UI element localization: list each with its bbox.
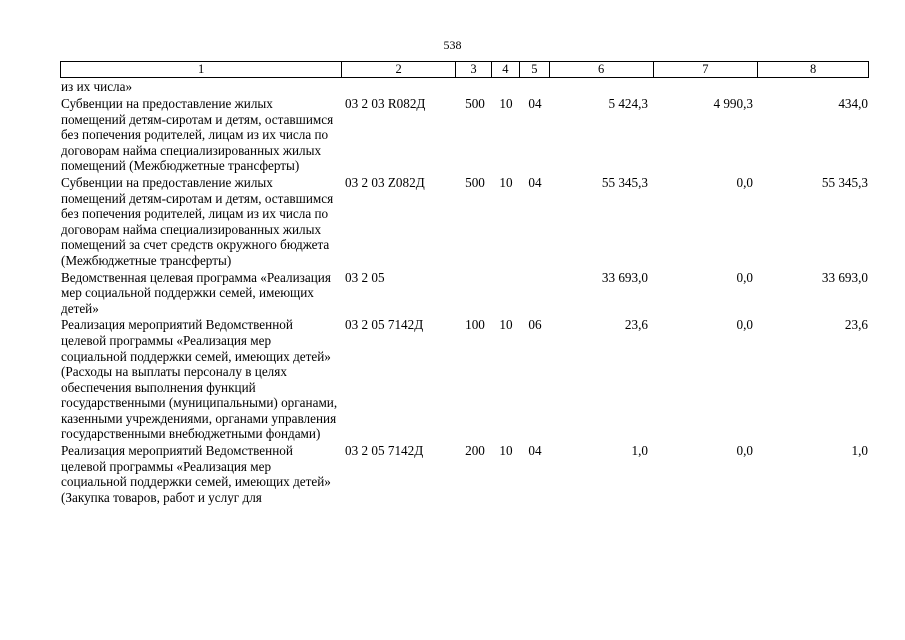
row-rz: 10 [499,443,513,459]
row-total: 33 693,0 [601,269,648,285]
header-col-1: 1 [61,62,342,77]
row-col7: 0,0 [736,174,753,190]
header-col-6: 6 [550,62,654,77]
row-pr: 06 [528,317,542,333]
row-rz: 10 [499,317,513,333]
row-vr: 500 [465,174,485,190]
row-col7: 0,0 [736,443,753,459]
row-code: 03 2 05 7142Д [345,443,424,459]
row-total: 5 424,3 [608,96,648,111]
table-row [60,96,869,174]
row-col8: 1,0 [851,443,868,459]
continued-text: из их числа» [61,79,133,94]
row-total: 1,0 [631,443,648,459]
header-col-8: 8 [810,62,817,76]
row-name: Ведомственная целевая программа «Реализация мер социальной поддержки семей, имеющих детей» [61,269,331,316]
row-pr [520,270,550,317]
header-col-4: 4 [492,62,520,77]
row-code: 03 2 05 [345,269,385,285]
row-col8: 33 693,0 [821,269,868,285]
row-vr: 200 [465,443,485,459]
row-name: Субвенции на предоставление жилых помещений детям-сиротам и детям, оставшимся без попечения родителей, лицам из их числа по договорам найма специализированных жилых помещений за счет средств окружного бюджета (Межбюджетные трансферты) [61,174,334,268]
table-row [60,175,869,269]
row-total: 23,6 [624,317,648,333]
row-name: Субвенции на предоставление жилых помещений детям-сиротам и детям, оставшимся без попечения родителей, лицам из их числа по договорам найма специализированных жилых помещений (Межбюджетные трансферты) [61,96,334,174]
row-code: 03 2 03 R082Д [345,96,426,111]
table-row [60,270,869,317]
row-vr: 100 [465,317,485,333]
row-col7: 0,0 [736,317,753,333]
table-header [60,61,869,78]
row-vr: 500 [465,96,485,111]
row-rz [492,270,520,317]
row-total: 55 345,3 [601,174,648,190]
row-pr: 04 [528,96,542,111]
row-col8: 55 345,3 [821,174,868,190]
row-col7: 0,0 [736,269,753,285]
header-col-5: 5 [520,62,550,77]
row-code: 03 2 05 7142Д [345,317,424,333]
row-col8: 434,0 [838,96,868,111]
row-code: 03 2 03 Z082Д [345,174,425,190]
row-col7: 4 990,3 [713,96,753,111]
table-body [60,96,869,506]
row-pr: 04 [528,174,542,190]
page-number: 538 [443,38,462,52]
header-col-2: 2 [342,62,456,77]
row-rz: 10 [499,174,513,190]
row-rz: 10 [499,96,513,111]
table-row [60,317,869,442]
header-col-3: 3 [456,62,492,77]
table-row [60,443,869,505]
row-pr: 04 [528,443,542,459]
row-col8: 23,6 [844,317,868,333]
header-col-7: 7 [654,62,759,77]
row-name: Реализация мероприятий Ведомственной целевой программы «Реализация мер социальной поддержки семей, имеющих детей» (Закупка товаров, работ и услуг для [61,443,331,505]
row-name: Реализация мероприятий Ведомственной целевой программы «Реализация мер социальной поддержки семей, имеющих детей» (Расходы на выплаты персоналу в целях обеспечения выполнения функций государственными (муниципальными) органами, казенными учреждениями, органами управления государственными внебюджетными фондами) [61,317,338,442]
row-vr [456,270,492,317]
